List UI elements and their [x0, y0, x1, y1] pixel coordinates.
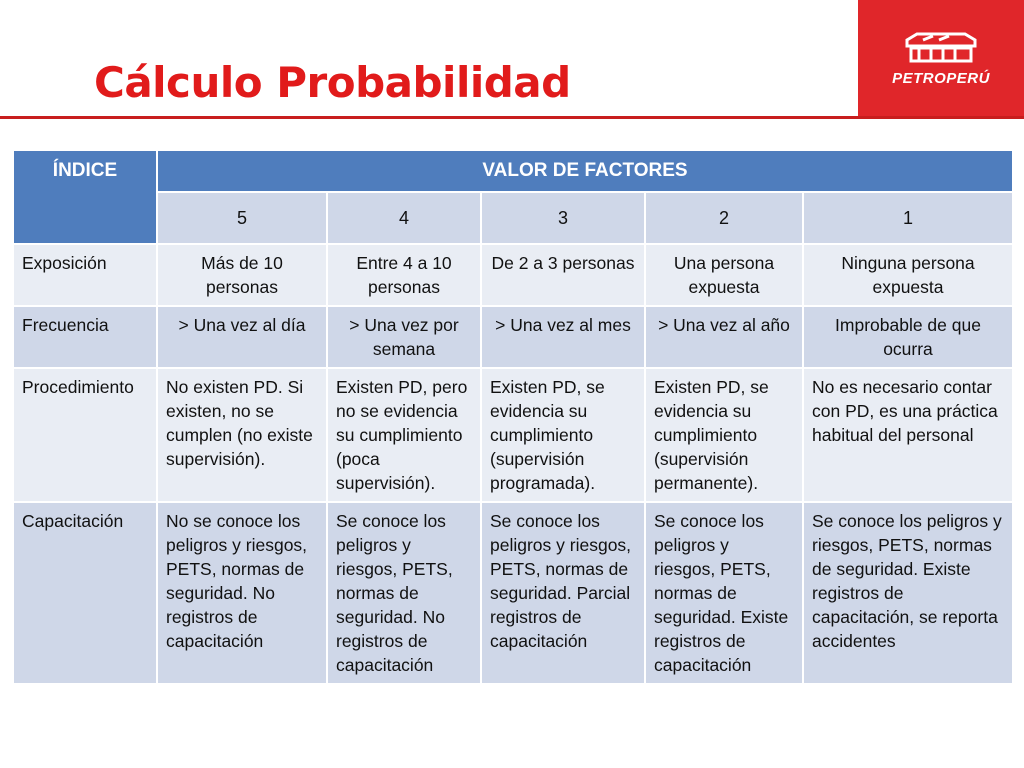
index-header: ÍNDICE: [14, 151, 156, 243]
level-header: 3: [482, 193, 644, 243]
table-cell: Se conoce los peligros y riesgos, PETS, normas de seguridad. Parcial registros de capacitación: [482, 503, 644, 683]
row-label: Frecuencia: [14, 307, 156, 367]
table-cell: Improbable de que ocurra: [804, 307, 1012, 367]
logo-wordmark: PETROPERÚ: [892, 69, 990, 87]
petroperu-logo: [858, 0, 1024, 116]
table-cell: No es necesario contar con PD, es una práctica habitual del personal: [804, 369, 1012, 501]
level-header: 2: [646, 193, 802, 243]
table-cell: Se conoce los peligros y riesgos, PETS, normas de seguridad. Existe registros de capacitación, se reporta accidentes: [804, 503, 1012, 683]
level-header: 1: [804, 193, 1012, 243]
refinery-emblem-icon: [903, 30, 979, 66]
title-divider: [0, 116, 1024, 119]
table-cell: Existen PD, se evidencia su cumplimiento (supervisión permanente).: [646, 369, 802, 501]
table-cell: Una persona expuesta: [646, 245, 802, 305]
table-cell: Se conoce los peligros y riesgos, PETS, normas de seguridad. Existe registros de capacitación: [646, 503, 802, 683]
factor-values-header: VALOR DE FACTORES: [158, 151, 1012, 191]
table-cell: Existen PD, se evidencia su cumplimiento (supervisión programada).: [482, 369, 644, 501]
row-label: Procedimiento: [14, 369, 156, 501]
table-row-exposicion: [14, 245, 1012, 305]
page-title: Cálculo Probabilidad: [94, 58, 571, 107]
table-cell: > Una vez al mes: [482, 307, 644, 367]
table-cell: Más de 10 personas: [158, 245, 326, 305]
table-cell: No existen PD. Si existen, no se cumplen (no existe supervisión).: [158, 369, 326, 501]
probability-matrix-table: [12, 149, 1014, 685]
table-cell: Se conoce los peligros y riesgos, PETS, normas de seguridad. No registros de capacitación: [328, 503, 480, 683]
table-cell: > Una vez al día: [158, 307, 326, 367]
row-label: Capacitación: [14, 503, 156, 683]
table-cell: > Una vez por semana: [328, 307, 480, 367]
table-row-capacitacion: [14, 503, 1012, 683]
table-cell: De 2 a 3 personas: [482, 245, 644, 305]
level-header: 5: [158, 193, 326, 243]
table-row-procedimiento: [14, 369, 1012, 501]
table-cell: > Una vez al año: [646, 307, 802, 367]
level-header: 4: [328, 193, 480, 243]
row-label: Exposición: [14, 245, 156, 305]
table-cell: Existen PD, pero no se evidencia su cumplimiento (poca supervisión).: [328, 369, 480, 501]
table-cell: Entre 4 a 10 personas: [328, 245, 480, 305]
table-cell: Ninguna persona expuesta: [804, 245, 1012, 305]
table-cell: No se conoce los peligros y riesgos, PETS, normas de seguridad. No registros de capacitación: [158, 503, 326, 683]
table-row-frecuencia: [14, 307, 1012, 367]
